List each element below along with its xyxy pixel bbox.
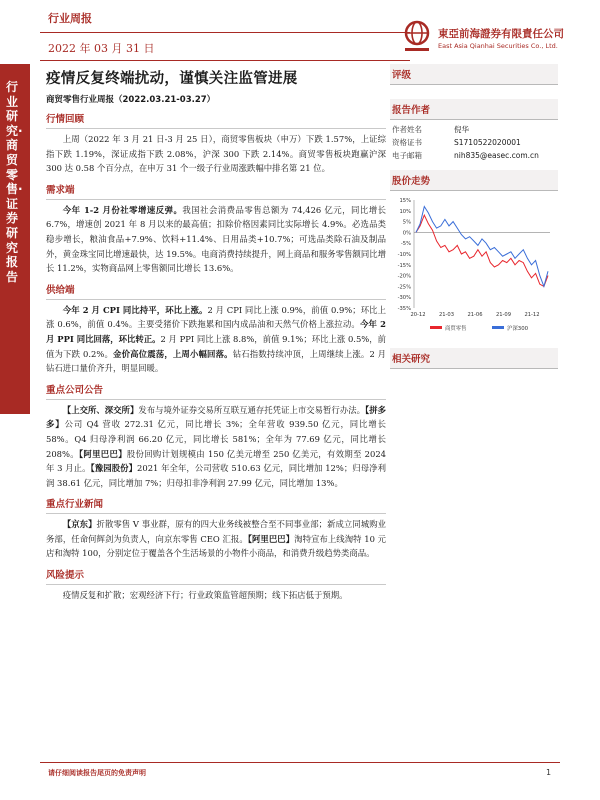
section-heading: 重点公司公告	[46, 382, 386, 400]
section-heading: 供给端	[46, 282, 386, 300]
y-tick-label: 15%	[399, 198, 411, 204]
section-heading: 风险提示	[46, 567, 386, 585]
author-row	[390, 149, 558, 162]
y-tick-label: 0%	[402, 230, 411, 237]
y-tick-label: -15%	[397, 262, 411, 269]
rating-heading: 评级	[390, 64, 558, 85]
section-risk	[46, 567, 386, 603]
right-column	[390, 64, 558, 369]
report-title: 疫情反复终端扰动，谨慎关注监管进展	[46, 70, 298, 87]
section-review	[46, 111, 386, 176]
bold-lead: 【阿里巴巴】	[78, 448, 127, 459]
header-rule	[40, 32, 410, 33]
x-tick-label: 21-06	[467, 312, 483, 318]
sidebar-text: 行业研究·商贸零售·证券研究报告	[6, 80, 23, 284]
page-number: 1	[546, 768, 552, 777]
x-tick-label: 21-03	[438, 312, 455, 318]
legend-label: 沪深300	[507, 326, 529, 332]
x-tick-label: 21-09	[495, 312, 512, 318]
paragraph: 疫情反复和扩散；宏观经济下行；行业政策监管超预期；线下拓店低于预期。	[62, 590, 348, 601]
section-demand	[46, 182, 386, 276]
bold-lead: 【上交所、深交所】	[62, 404, 139, 415]
y-tick-label: -10%	[397, 252, 411, 258]
author-field-label: 作者姓名	[392, 125, 422, 134]
x-tick-label: 20-12	[410, 312, 426, 318]
bold-lead: 今年 2 月 CPI 同比持平，环比上涨。	[62, 304, 208, 315]
sidebar-banner	[0, 64, 30, 414]
legend-swatch	[492, 326, 504, 329]
body-text: 2021 年全年，公司营收 510.63 亿元，同比增加 12%；归母净利润 38.61 亿元，同比增加 7%；归母扣非净利润 27.99 亿元，同比增加 13%。	[46, 463, 386, 488]
footer-rule	[40, 762, 560, 763]
paragraph	[46, 303, 386, 376]
brand-name-cn: 東亞前海證券有限責任公司	[438, 28, 564, 40]
price-trend-chart	[390, 194, 558, 344]
author-field-value: 倪华	[454, 125, 469, 134]
author-field-value: S1710522020001	[454, 138, 521, 147]
bold-lead: 今年 1-2 月份社零增速反弹。	[62, 204, 183, 215]
body-text: 折散零售 V 事业群，原有的四大业务线被整合至不同事业部；新成立同城购业务部，任命何辉剑为负责人，向京东零售 CEO 汇报。	[46, 519, 387, 544]
y-tick-label: -5%	[400, 241, 411, 248]
author-field-label: 资格证书	[392, 138, 422, 147]
section-announcements	[46, 382, 386, 491]
brand-logo	[402, 20, 582, 60]
author-row	[390, 123, 558, 136]
y-tick-label: 5%	[402, 219, 411, 226]
bold-lead: 【拼多多】	[46, 404, 387, 430]
legend-label: 商贸零售	[445, 326, 467, 332]
section-news	[46, 496, 386, 561]
authors-heading: 报告作者	[390, 99, 558, 120]
bold-lead: 金价高位震荡，上周小幅回落。	[113, 348, 233, 359]
rating-blank	[390, 85, 558, 99]
body-text: 我国社会消费品零售总额为 74,426 亿元，同比增长 6.7%，增速创 2021 年 8 月以来的最高值；扣除价格因素同比实际增长 4.9%。必选品类稳步增长，粮油食品+7.9%、饮料+11.4%、日用品类+10.7%；可选品类除石油及制品外，黄金珠宝同比增速最快，达 19.5%。电商消费持续提升，网上商品和服务零售额同比增长 11.2%，实物商品网上零售额同比增长 13.6%。	[46, 204, 386, 274]
y-tick-label: -20%	[397, 273, 411, 280]
legend-swatch	[430, 326, 442, 329]
author-row	[390, 136, 558, 149]
section-heading: 需求端	[46, 182, 386, 200]
author-field-label: 电子邮箱	[392, 151, 422, 160]
y-tick-label: -30%	[397, 295, 411, 302]
body-text: 股份回购计划规模由 150 亿美元增至 250 亿美元，有效期至 2024 年 3 月止。	[46, 448, 386, 474]
body-text: 2 月 CPI 同比上涨 0.9%，前值 0.9%；环比上涨 0.6%，前值 0.4%。主要受猪价下跌拖累和国内成品油和天然气价格上涨拉动。	[46, 304, 386, 330]
report-type: 行业周报	[48, 12, 92, 25]
section-heading: 行情回顾	[46, 111, 386, 129]
report-date: 2022 年 03 月 31 日	[48, 42, 155, 55]
y-tick-label: 10%	[399, 208, 411, 215]
author-table	[390, 123, 558, 162]
brand-emblem-icon	[402, 20, 432, 56]
report-subtitle: 商贸零售行业周报（2022.03.21-03.27）	[46, 95, 216, 105]
date-rule	[40, 60, 410, 61]
series-line-2	[416, 207, 548, 287]
series-line-1	[416, 215, 548, 286]
brand-name-en: East Asia Qianhai Securities Co., Ltd.	[438, 42, 558, 50]
body-text: 2 月 PPI 同比上涨 8.8%，前值 9.1%；环比上涨 0.5%，前值为下跌 0.2%。	[46, 333, 386, 359]
body-text: 淘特宣布上线淘特 10 元店和淘特 100，分别定位于覆盖各个生活场景的小物件小商品，和消费升级趋势类商品。	[46, 533, 387, 559]
main-content	[46, 64, 386, 603]
bold-lead: 【阿里巴巴】	[247, 533, 295, 544]
trend-heading: 股价走势	[390, 170, 558, 191]
paragraph: 上周（2022 年 3 月 21 日-3 月 25 日），商贸零售板块（申万）下跌 1.57%，上证综指下跌 1.19%，深证成指下跌 2.08%，沪深 300 下跌 2.14%。商贸零售板块跑赢沪深 300 达 0.58 个百分点，在申万 31 个一级子行业周涨跌幅中排名第 21 位。	[46, 134, 386, 174]
paragraph	[46, 403, 386, 491]
section-supply	[46, 282, 386, 376]
x-tick-label: 21-12	[524, 312, 540, 318]
related-heading: 相关研究	[390, 348, 558, 369]
body-text: 发布与境外证券交易所互联互通存托凭证上市交易暂行办法。	[138, 404, 366, 415]
bold-lead: 【京东】	[62, 519, 97, 530]
y-tick-label: -25%	[397, 284, 411, 291]
author-field-value: nih835@easec.com.cn	[454, 151, 539, 160]
y-tick-label: -35%	[397, 306, 411, 312]
disclaimer-note: 请仔细阅读报告尾页的免责声明	[48, 769, 146, 777]
paragraph	[46, 517, 386, 561]
trend-chart-svg	[390, 194, 558, 344]
paragraph	[46, 203, 386, 276]
bold-lead: 【豫园股份】	[90, 463, 138, 474]
body-text: 钻石指数持续冲顶，上周继续上涨。2 月钻石进口量价齐升，明显回暖。	[46, 348, 386, 374]
bold-lead: 今年 2 月 PPI 同比回落，环比转正。	[46, 319, 386, 344]
body-text: 公司 Q4 营收 272.31 亿元，同比增长 3%；全年营收 939.50 亿元，同比增长 58%。Q4 归母净利润 66.20 亿元，同比增长 581%；全年为 77.69 亿元，同比增长 208%。	[46, 419, 387, 459]
section-heading: 重点行业新闻	[46, 496, 386, 514]
